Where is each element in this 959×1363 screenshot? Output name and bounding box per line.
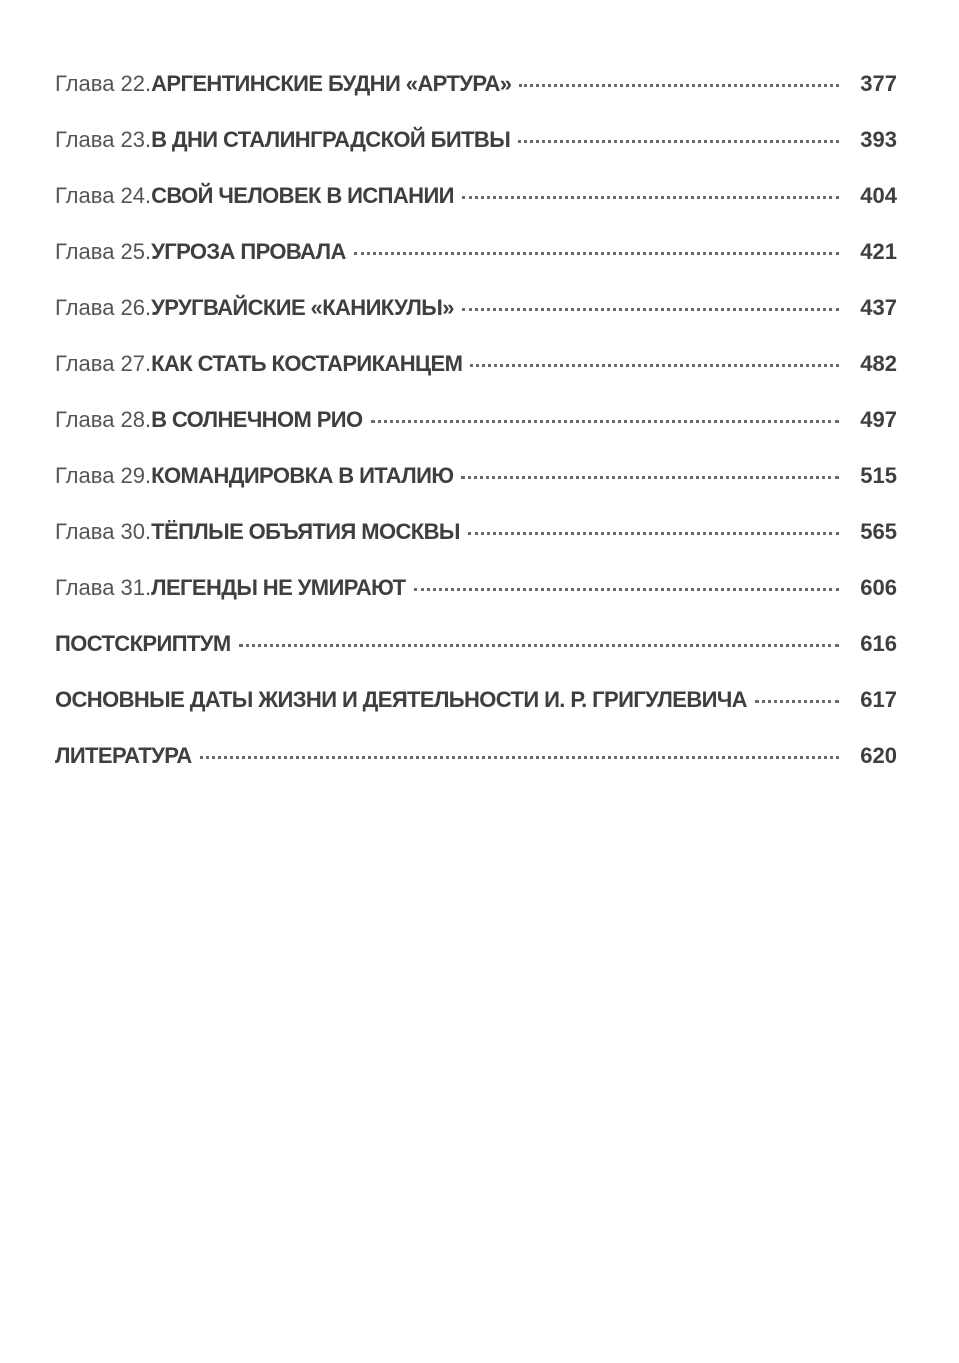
- chapter-title: КОМАНДИРОВКА В ИТАЛИЮ: [151, 463, 454, 488]
- chapter-number: Глава 30.: [55, 519, 152, 544]
- page-number: 421: [860, 239, 897, 264]
- chapter-number: Глава 29.: [55, 463, 152, 488]
- dot-leader: [200, 756, 839, 759]
- page-number: 482: [860, 351, 897, 376]
- page-number: 404: [860, 183, 897, 208]
- dot-leader: [239, 644, 839, 647]
- chapter-number: Глава 23.: [55, 127, 152, 152]
- chapter-number: Глава 27.: [55, 351, 152, 376]
- toc-entry-chapter-22: [55, 64, 897, 120]
- page-number: 620: [860, 743, 897, 768]
- toc-entry-postscript: [55, 624, 897, 680]
- dot-leader: [518, 140, 839, 143]
- dot-leader: [414, 588, 840, 591]
- chapter-title: АРГЕНТИНСКИЕ БУДНИ «АРТУРА»: [151, 71, 512, 96]
- dot-leader: [470, 364, 839, 367]
- toc-entry-chapter-24: [55, 176, 897, 232]
- toc-entry-chapter-23: [55, 120, 897, 176]
- chapter-title: КАК СТАТЬ КОСТАРИКАНЦЕМ: [151, 351, 463, 376]
- chapter-title: УГРОЗА ПРОВАЛА: [151, 239, 346, 264]
- page-number: 437: [860, 295, 897, 320]
- toc-entry-bibliography: [55, 736, 897, 792]
- chapter-title: ТЁПЛЫЕ ОБЪЯТИЯ МОСКВЫ: [151, 519, 460, 544]
- page-number: 616: [860, 631, 897, 656]
- page-number: 565: [860, 519, 897, 544]
- chapter-title: ЛЕГЕНДЫ НЕ УМИРАЮТ: [151, 575, 406, 600]
- section-title: ЛИТЕРАТУРА: [55, 743, 192, 768]
- chapter-title: В СОЛНЕЧНОМ РИО: [151, 407, 363, 432]
- page-number: 617: [860, 687, 897, 712]
- section-title: ОСНОВНЫЕ ДАТЫ ЖИЗНИ И ДЕЯТЕЛЬНОСТИ И. Р. ГРИГУЛЕВИЧА: [55, 687, 747, 712]
- toc-entry-chapter-31: [55, 568, 897, 624]
- page-number: 606: [860, 575, 897, 600]
- toc-entry-chapter-30: [55, 512, 897, 568]
- chapter-title: СВОЙ ЧЕЛОВЕК В ИСПАНИИ: [151, 183, 454, 208]
- toc-entry-chapter-25: [55, 232, 897, 288]
- section-title: ПОСТСКРИПТУМ: [55, 631, 231, 656]
- dot-leader: [461, 476, 839, 479]
- dot-leader: [468, 532, 839, 535]
- page-number: 377: [860, 71, 897, 96]
- dot-leader: [519, 84, 839, 87]
- page-number: 393: [860, 127, 897, 152]
- dot-leader: [462, 196, 839, 199]
- chapter-number: Глава 26.: [55, 295, 152, 320]
- chapter-number: Глава 28.: [55, 407, 152, 432]
- dot-leader: [755, 700, 839, 703]
- table-of-contents: [55, 64, 897, 792]
- dot-leader: [354, 252, 839, 255]
- toc-entry-chapter-28: [55, 400, 897, 456]
- chapter-title: В ДНИ СТАЛИНГРАДСКОЙ БИТВЫ: [151, 127, 511, 152]
- chapter-title: УРУГВАЙСКИЕ «КАНИКУЛЫ»: [151, 295, 454, 320]
- chapter-number: Глава 31.: [55, 575, 152, 600]
- toc-entry-chapter-27: [55, 344, 897, 400]
- dot-leader: [462, 308, 839, 311]
- chapter-number: Глава 22.: [55, 71, 152, 96]
- toc-entry-chapter-26: [55, 288, 897, 344]
- page-number: 515: [860, 463, 897, 488]
- toc-entry-chapter-29: [55, 456, 897, 512]
- chapter-number: Глава 25.: [55, 239, 152, 264]
- toc-entry-chronology: [55, 680, 897, 736]
- dot-leader: [371, 420, 839, 423]
- chapter-number: Глава 24.: [55, 183, 152, 208]
- page-number: 497: [860, 407, 897, 432]
